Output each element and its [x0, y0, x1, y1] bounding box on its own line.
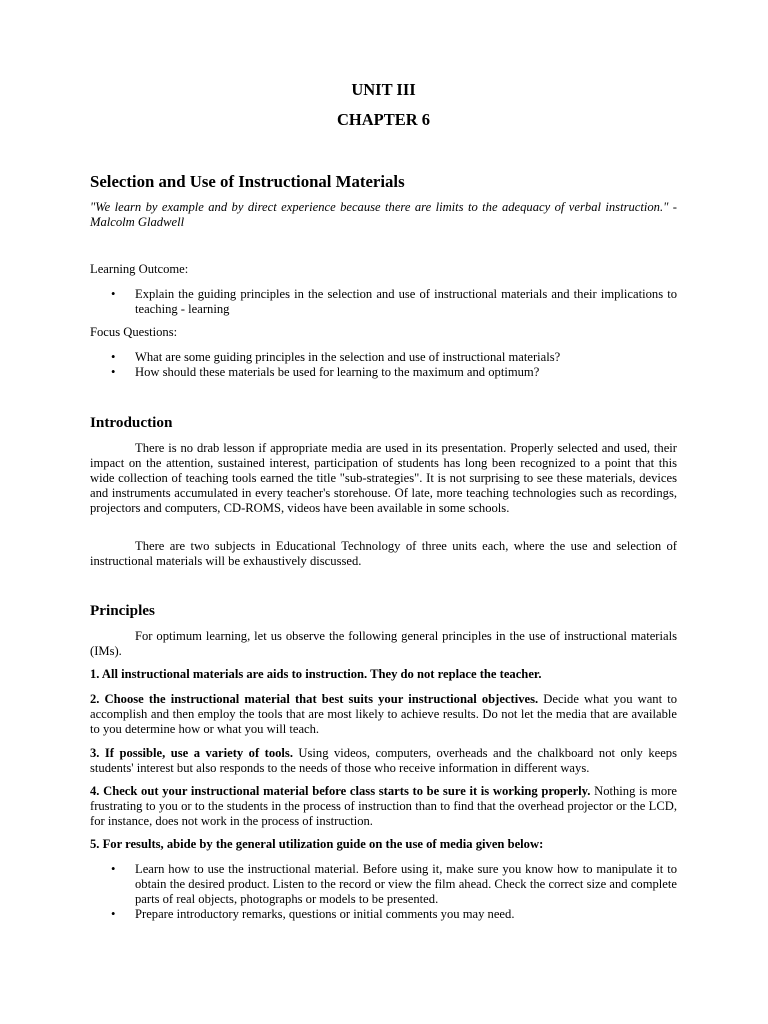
bullet-icon: • [111, 862, 116, 876]
chapter-heading: CHAPTER 6 [336, 110, 431, 129]
list-item-text: Prepare introductory remarks, questions or initial comments you may need. [135, 907, 515, 921]
learning-outcome-label: Learning Outcome: [90, 262, 189, 276]
epigraph-quote: "We learn by example and by direct experience because there are limits to the adequacy of verbal instruction." - Malcolm Gladwell [90, 200, 677, 229]
principles-heading: Principles [90, 602, 155, 619]
principle-3 [90, 746, 677, 776]
learning-outcome-list [90, 287, 677, 317]
principle-1-title: 1. All instructional materials are aids to instruction. They do not replace the teacher. [90, 667, 542, 681]
unit-heading: UNIT III [351, 80, 416, 99]
introduction-heading: Introduction [90, 414, 173, 431]
principle-2-title: 2. Choose the instructional material that best suits your instructional objectives. [90, 692, 539, 706]
principle-3-title: 3. If possible, use a variety of tools. [90, 746, 293, 760]
list-item [90, 365, 677, 380]
list-item-text: Learn how to use the instructional material. Before using it, make sure you know how to manipulate it to obtain the desired product. Listen to the record or view the film ahead. Check the correct size and complete parts of real objects, photographs or models to be presented. [135, 862, 677, 906]
list-item-text: Explain the guiding principles in the selection and use of instructional materials and their implications to teaching - learning [135, 287, 677, 316]
principle-2-text: Decide what you want to accomplish and then employ the tools that are most likely to achieve results. Do not let the media that are available to you determine how or what you will teach. [90, 692, 677, 736]
principle-4 [90, 784, 677, 829]
list-item [90, 862, 677, 907]
principle-3-text: Using videos, computers, overheads and the chalkboard not only keeps students' interest but also responds to the needs of those who receive information in different ways. [90, 746, 677, 775]
list-item [90, 350, 677, 365]
focus-questions-label: Focus Questions: [90, 325, 178, 339]
bullet-icon: • [111, 365, 116, 379]
list-item-text: What are some guiding principles in the selection and use of instructional materials? [135, 350, 561, 364]
principle-4-text: Nothing is more frustrating to you or to the students in the process of instruction than to find that the overhead projector or the LCD, for instance, does not work in the process of instruction. [90, 784, 677, 828]
introduction-paragraph-2: There are two subjects in Educational Technology of three units each, where the use and selection of instructional materials will be exhaustively discussed. [90, 539, 677, 568]
principle-5 [90, 837, 677, 852]
utilization-guide-list [90, 862, 677, 922]
principle-2 [90, 692, 677, 737]
document-title: Selection and Use of Instructional Materials [90, 172, 405, 191]
bullet-icon: • [111, 350, 116, 364]
bullet-icon: • [111, 907, 116, 921]
principles-intro: For optimum learning, let us observe the following general principles in the use of instructional materials (IMs). [90, 629, 677, 658]
principle-1 [90, 667, 677, 682]
introduction-paragraph-1: There is no drab lesson if appropriate media are used in its presentation. Properly selected and used, their impact on the attention, sustained interest, participation of students has long been recognized to a point that this wide collection of teaching tools earned the title "sub-strategies". It is not surprising to see these materials, devices and instruments accumulated in every teacher's storehouse. Of late, more teaching technologies such as recordings, projectors and computers, CD-ROMS, videos have been available in some schools. [90, 441, 677, 515]
list-item [90, 907, 677, 922]
principle-5-title: 5. For results, abide by the general utilization guide on the use of media given below: [90, 837, 544, 851]
list-item [90, 287, 677, 317]
list-item-text: How should these materials be used for learning to the maximum and optimum? [135, 365, 540, 379]
focus-questions-list [90, 350, 677, 380]
principle-4-title: 4. Check out your instructional material before class starts to be sure it is working properly. [90, 784, 591, 798]
bullet-icon: • [111, 287, 116, 301]
